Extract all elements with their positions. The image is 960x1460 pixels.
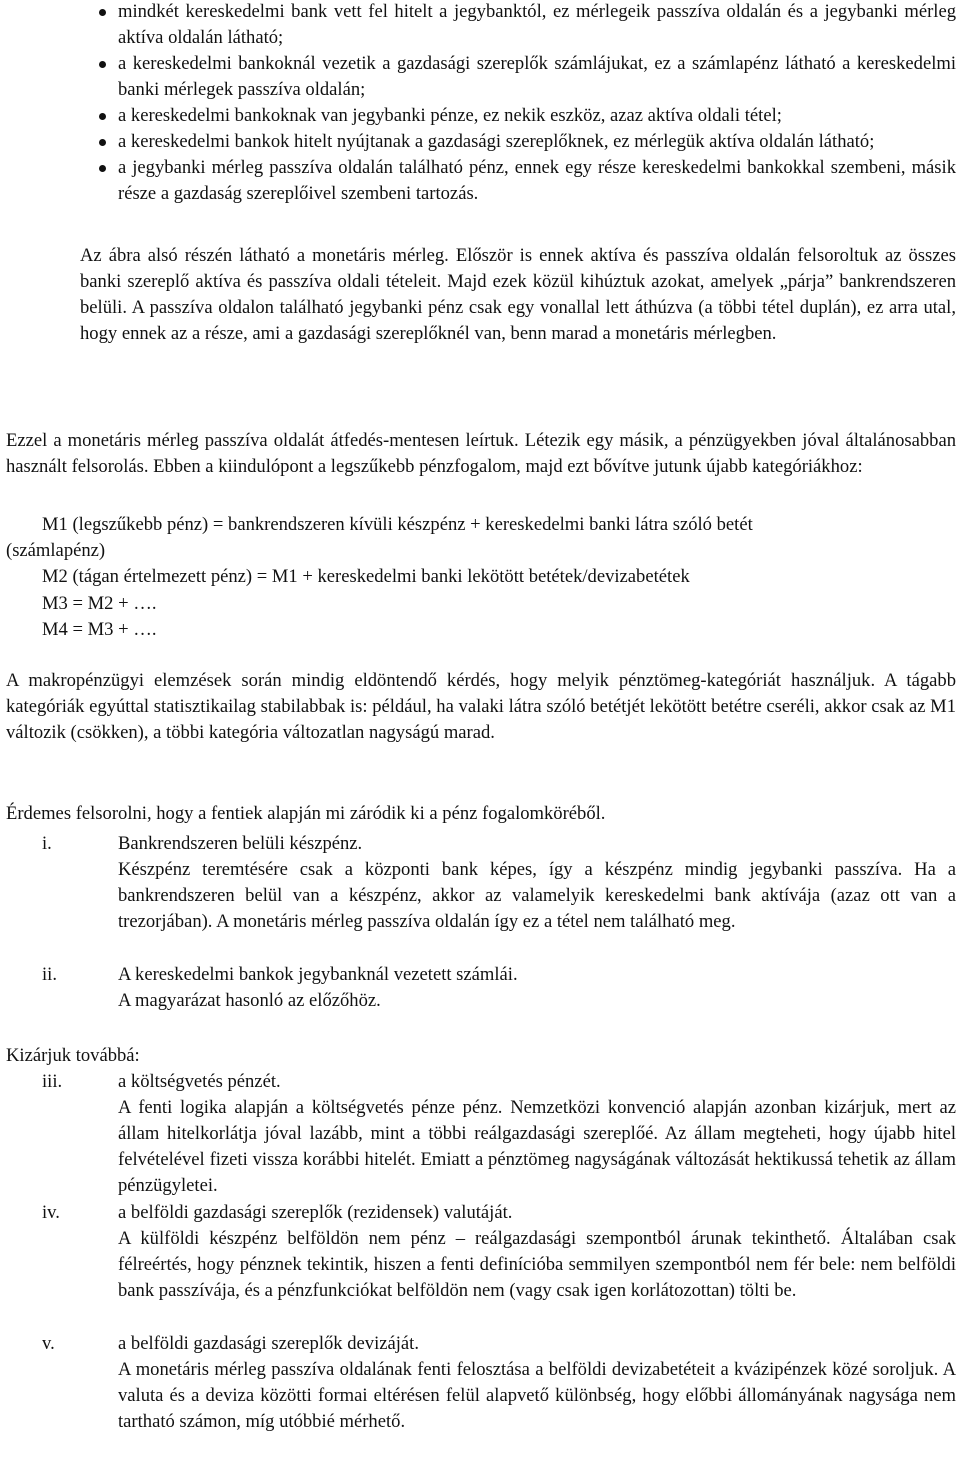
definition-m4: M4 = M3 + ….: [42, 619, 157, 640]
list-number: iv.: [42, 1202, 60, 1223]
bullet-list: [80, 0, 956, 207]
paragraph-money-aggregates: Ezzel a monetáris mérleg passzíva oldalát átfedés-mentesen leírtuk. Létezik egy másik, a pénzügyekben jóval általánosabban használt felsorolás. Ebben a kiindulópont a legszűkebb pénzfogalom, majd ezt bővítve jutunk újabb kategóriákhoz:: [6, 430, 956, 477]
list-item: [80, 51, 956, 103]
definition-m1-continuation: (számlapénz): [6, 540, 106, 561]
list-item-text: Készpénz teremtésére csak a központi bank képes, így a készpénz mindig jegybanki passzíva. Ha a bankrendszeren belül van a készpénz, akkor az valamelyik kereskedelmi bank aktívája (azaz ott van a trezorjában). A monetáris mérleg passzíva oldalán így ez a tétel nem található meg.: [118, 859, 956, 932]
bullet-icon: [99, 165, 106, 172]
list-item-title: a belföldi gazdasági szereplők devizáját.: [118, 1333, 419, 1354]
definition-m2: M2 (tágan értelmezett pénz) = M1 + kereskedelmi banki lekötött betétek/devizabetétek: [42, 566, 690, 587]
list-item-title: A kereskedelmi bankok jegybanknál vezetett számlái.: [118, 964, 518, 985]
definition-m3: M3 = M2 + ….: [42, 593, 157, 614]
bullet-icon: [99, 9, 106, 16]
list-number: i.: [42, 833, 52, 854]
paragraph-exclusions-intro: Érdemes felsorolni, hogy a fentiek alapján mi záródik ki a pénz fogalomköréből.: [6, 803, 606, 824]
bullet-icon: [99, 61, 106, 68]
list-item: [80, 0, 956, 51]
list-number: v.: [42, 1333, 55, 1354]
bullet-text: a kereskedelmi bankok hitelt nyújtanak a gazdasági szereplőknek, ez mérlegük aktíva oldalán látható;: [118, 131, 875, 152]
list-item-text: A magyarázat hasonló az előzőhöz.: [118, 990, 381, 1011]
list-item-text: A külföldi készpénz belföldön nem pénz – reálgazdasági szempontból árunak tekinthető. Általában csak félreértés, hogy pénznek tekintik, hiszen a fenti definícióba semmilyen szempontból nem fér bele: nem belföldi bank passzívája, és a pénzfunkciókat belföldön nem (vagy csak igen korlátozottan) tölti be.: [118, 1228, 956, 1301]
list-item-title: a költségvetés pénzét.: [118, 1071, 281, 1092]
list-item: [80, 129, 956, 155]
list-item-title: a belföldi gazdasági szereplők (rezidensek) valutáját.: [118, 1202, 513, 1223]
list-item: [80, 155, 956, 207]
bullet-icon: [99, 113, 106, 120]
list-item-text: A fenti logika alapján a költségvetés pénze pénz. Nemzetközi konvenció alapján azonban kizárjuk, mert az állam hitelkorlátja jóval lazább, mint a többi reálgazdasági szereplőé. Az állam megteheti, hogy újabb hitel felvételével fizeti vissza korábbi hitelét. Emiatt a pénztömeg nagyságának változását hektikussá tehetik az állam pénzügyletei.: [118, 1097, 956, 1196]
list-number: iii.: [42, 1071, 63, 1092]
bullet-icon: [99, 139, 106, 146]
paragraph-monetary-balance: Az ábra alsó részén látható a monetáris mérleg. Először is ennek aktíva és passzíva oldalán felsoroltuk az összes banki szereplő aktíva és passzíva oldali tételeit. Majd ezek közül kihúztuk azokat, amelyek „párja” bankrendszeren belüli. A passzíva oldalon található jegybanki pénz csak egy vonallal lett áthúzva (a többi tétel duplán), ez arra utal, hogy ennek az a része, ami a gazdasági szereplőknél van, benn marad a monetáris mérlegben.: [80, 245, 956, 344]
definition-m1: M1 (legszűkebb pénz) = bankrendszeren kívüli készpénz + kereskedelmi banki látra szóló betét: [42, 514, 753, 535]
list-item-title: Bankrendszeren belüli készpénz.: [118, 833, 363, 854]
bullet-text: a kereskedelmi bankoknál vezetik a gazdasági szereplők számlájukat, ez a számlapénz látható a kereskedelmi banki mérlegek passzíva oldalán;: [118, 53, 956, 100]
list-number: ii.: [42, 964, 57, 985]
list-item: [80, 103, 956, 129]
exclusions-heading: Kizárjuk továbbá:: [6, 1045, 140, 1066]
bullet-text: a jegybanki mérleg passzíva oldalán található pénz, ennek egy része kereskedelmi bankokkal szembeni, másik része a gazdaság szereplőivel szembeni tartozás.: [118, 157, 956, 204]
paragraph-macro-analysis: A makropénzügyi elemzések során mindig eldöntendő kérdés, hogy melyik pénztömeg-kategóriát használjuk. A tágabb kategóriák egyúttal statisztikailag stabilabbak is: például, ha valaki látra szóló betétjét lekötött betétre cseréli, akkor csak az M1 változik (csökken), a többi kategória változatlan nagyságú marad.: [6, 670, 956, 743]
bullet-text: a kereskedelmi bankoknak van jegybanki pénze, ez nekik eszköz, azaz aktíva oldali tétel;: [118, 105, 782, 126]
bullet-text: mindkét kereskedelmi bank vett fel hitelt a jegybanktól, ez mérlegeik passzíva oldalán és a jegybanki mérleg aktíva oldalán látható;: [118, 1, 956, 48]
list-item-text: A monetáris mérleg passzíva oldalának fenti felosztása a belföldi devizabetéteit a kvázipénzek közé soroljuk. A valuta és a deviza közötti formai eltérésen felül alapvető különbség, hogy előbbi állományának nagysága nem tartható számon, míg utóbbié mérhető.: [118, 1359, 956, 1432]
